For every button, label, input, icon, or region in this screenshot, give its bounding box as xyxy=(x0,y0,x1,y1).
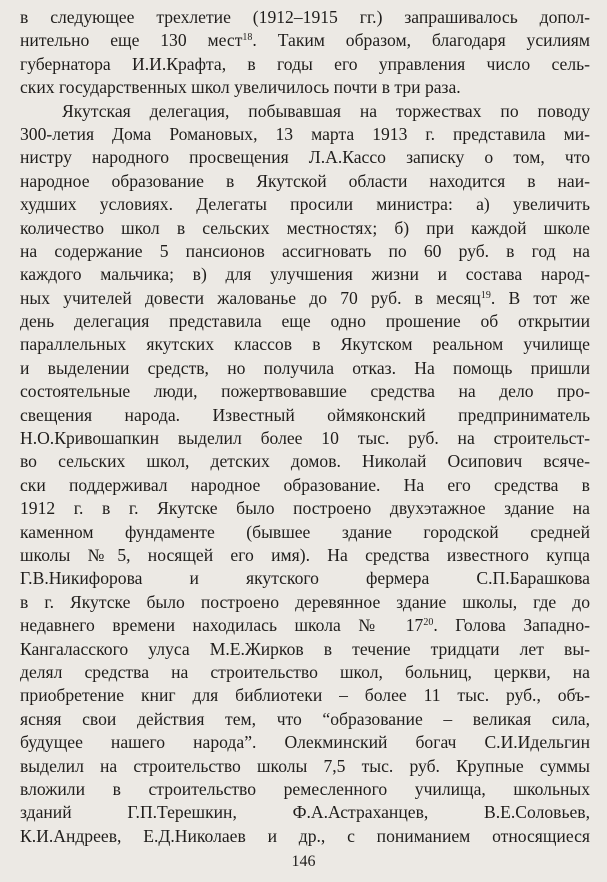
text-line: худших условиях. Делегаты просили министра: а) увеличить xyxy=(20,194,590,215)
body-text xyxy=(20,6,590,848)
text-line: 300-летия Дома Романовых, 13 марта 1913 г. представила ми- xyxy=(20,123,590,144)
text-line: делял средства на строительство школ, больниц, церкви, на xyxy=(20,661,590,682)
text-line: приобретение книг для библиотеки – более 11 тыс. руб., объ- xyxy=(20,685,590,706)
text-line: зданий Г.П.Терешкин, Ф.А.Астраханцев, В.Е.Соловьев, xyxy=(20,802,590,823)
text-line: ски поддерживал народное образование. На его средства в xyxy=(20,474,590,495)
text-line: нистру народного просвещения Л.А.Кассо записку о том, что xyxy=(20,147,590,168)
text-line: в следующее трехлетие (1912–1915 гг.) запрашивалось допол- xyxy=(20,7,590,27)
text-line: на содержание 5 пансионов ассигновать по 60 руб. в год на xyxy=(20,240,590,261)
text-line: К.И.Андреев, Е.Д.Николаев и др., с пониманием относящиеся xyxy=(20,825,590,846)
footnote-ref-20: 20 xyxy=(423,617,434,629)
text-line: вложили в строительство ремесленного училища, школьных xyxy=(20,778,590,799)
text-line: Н.О.Кривошапкин выделил более 10 тыс. руб. на строительст- xyxy=(20,428,590,449)
text-line: будущее нашего народа”. Олекминский богач С.И.Идельгин xyxy=(20,732,590,753)
text-line: Г.В.Никифорова и якутского фермера С.П.Барашкова xyxy=(20,568,590,589)
page-number: 146 xyxy=(291,853,316,870)
text-line: ясняя свои действия тем, что “образование – великая сила, xyxy=(20,708,590,729)
text-line: каждого мальчика; в) для улучшения жизни и состава народ- xyxy=(20,264,590,285)
text-line: параллельных якутских классов в Якутском реальном училище xyxy=(20,334,590,355)
text-line: день делегация представила еще одно прошение об открытии xyxy=(20,311,590,332)
text-line: 1912 г. в г. Якутске было построено двухэтажное здание на xyxy=(20,498,590,519)
text-line: свещения народа. Известный оймяконский предприниматель xyxy=(20,404,590,425)
text-line: недавнего времени находилась школа № $17^{20}$. Голова Западно- xyxy=(20,615,590,636)
text-line: народное образование в Якутской области находится в наи- xyxy=(20,170,590,191)
text-line: губернатора И.И.Крафта, в годы его управления число сель- xyxy=(20,53,590,74)
text-line: нительно еще 130 мест$^{18}$. Таким образом, благодаря усилиям xyxy=(20,30,590,51)
text-line: школы №5, носящей его имя). На средства известного купца xyxy=(20,544,590,565)
text-line: состоятельные люди, пожертвовавшие средства на дело про- xyxy=(20,381,590,402)
text-line: и выделении средств, но получила отказ. На помощь пришли xyxy=(20,357,590,378)
text-line: Якутская делегация, побывавшая на торжествах по поводу xyxy=(62,100,590,121)
text-line: количество школ в сельских местностях; б) при каждой школе xyxy=(20,217,590,238)
footnote-ref-19: 19 xyxy=(480,289,491,301)
text-line: во сельских школ, детских домов. Николай Осипович всяче- xyxy=(20,451,590,472)
text-line: выделил на строительство школы 7,5 тыс. руб. Крупные суммы xyxy=(20,755,590,776)
text-line: ских государственных школ увеличилось почти в три раза. xyxy=(20,77,461,98)
footnote-ref-18: 18 xyxy=(242,32,253,44)
text-line: каменном фундаменте (бывшее здание городской средней xyxy=(20,521,590,542)
text-line: в г. Якутске было построено деревянное здание школы, где до xyxy=(20,591,590,612)
text-line: Кангаласского улуса М.Е.Жирков в течение тридцати лет вы- xyxy=(20,638,590,659)
text-line: ных учителей довести жалованье до 70 руб. в месяц$^{19}$. В тот же xyxy=(20,287,590,308)
